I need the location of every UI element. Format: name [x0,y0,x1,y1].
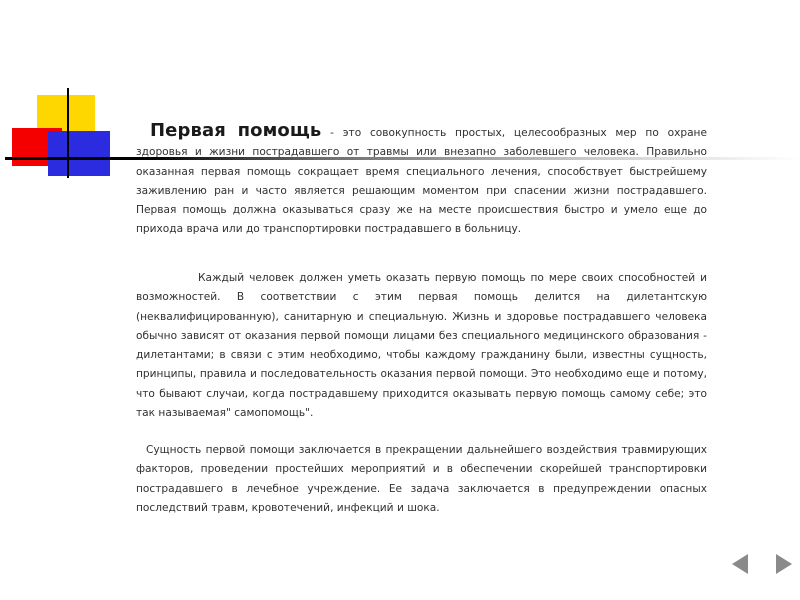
paragraph-essence: Сущность первой помощи заключается в прекращении дальнейшего воздействия травмирующих факторов, проведении простейших мероприятий и в обеспечении скорейшей транспортировки пострадавшего в лечебное учреждение. Ее задача заключается в предупреждении опасных последствий травм, кровотечений, инфекций и шока. [136,444,707,514]
decor-blue-square [48,131,110,176]
next-slide-button[interactable] [776,554,792,574]
paragraph-definition [136,121,707,240]
decor-vertical-line [67,88,69,178]
definition-text: - это совокупность простых, целесообразных мер по охране здоровья и жизни пострадавшего от травмы или внезапно заболевшего человека. Правильно оказанная первая помощь сокращает время специального лечения, способствует быстрейшему заживлению ран и часто является решающим моментом при спасении жизни пострадавшего. Первая помощь должна оказываться сразу же на месте происшествия быстро и умело еще до прихода врача или до транспортировки пострадавшего в больницу. [136,127,708,236]
previous-slide-button[interactable] [732,554,748,574]
paragraph-types: Каждый человек должен уметь оказать первую помощь по мере своих способностей и возможностей. В соответствии с этим первая помощь делится на дилетантскую (неквалифицированную), санитарную и специальную. Жизнь и здоровье пострадавшего человека обычно зависят от оказания первой помощи лицами без специального медицинского образования - дилетантами; в связи с этим необходимо, чтобы каждому гражданину были, известны сущность, принципы, правила и последовательность оказания первой помощи. Это необходимо еще и потому, что бывают случаи, когда пострадавшему приходится оказывать первую помощь самому себе; это так называемая" самопомощь". [136,272,707,420]
lead-term: Первая помощь [150,120,322,141]
